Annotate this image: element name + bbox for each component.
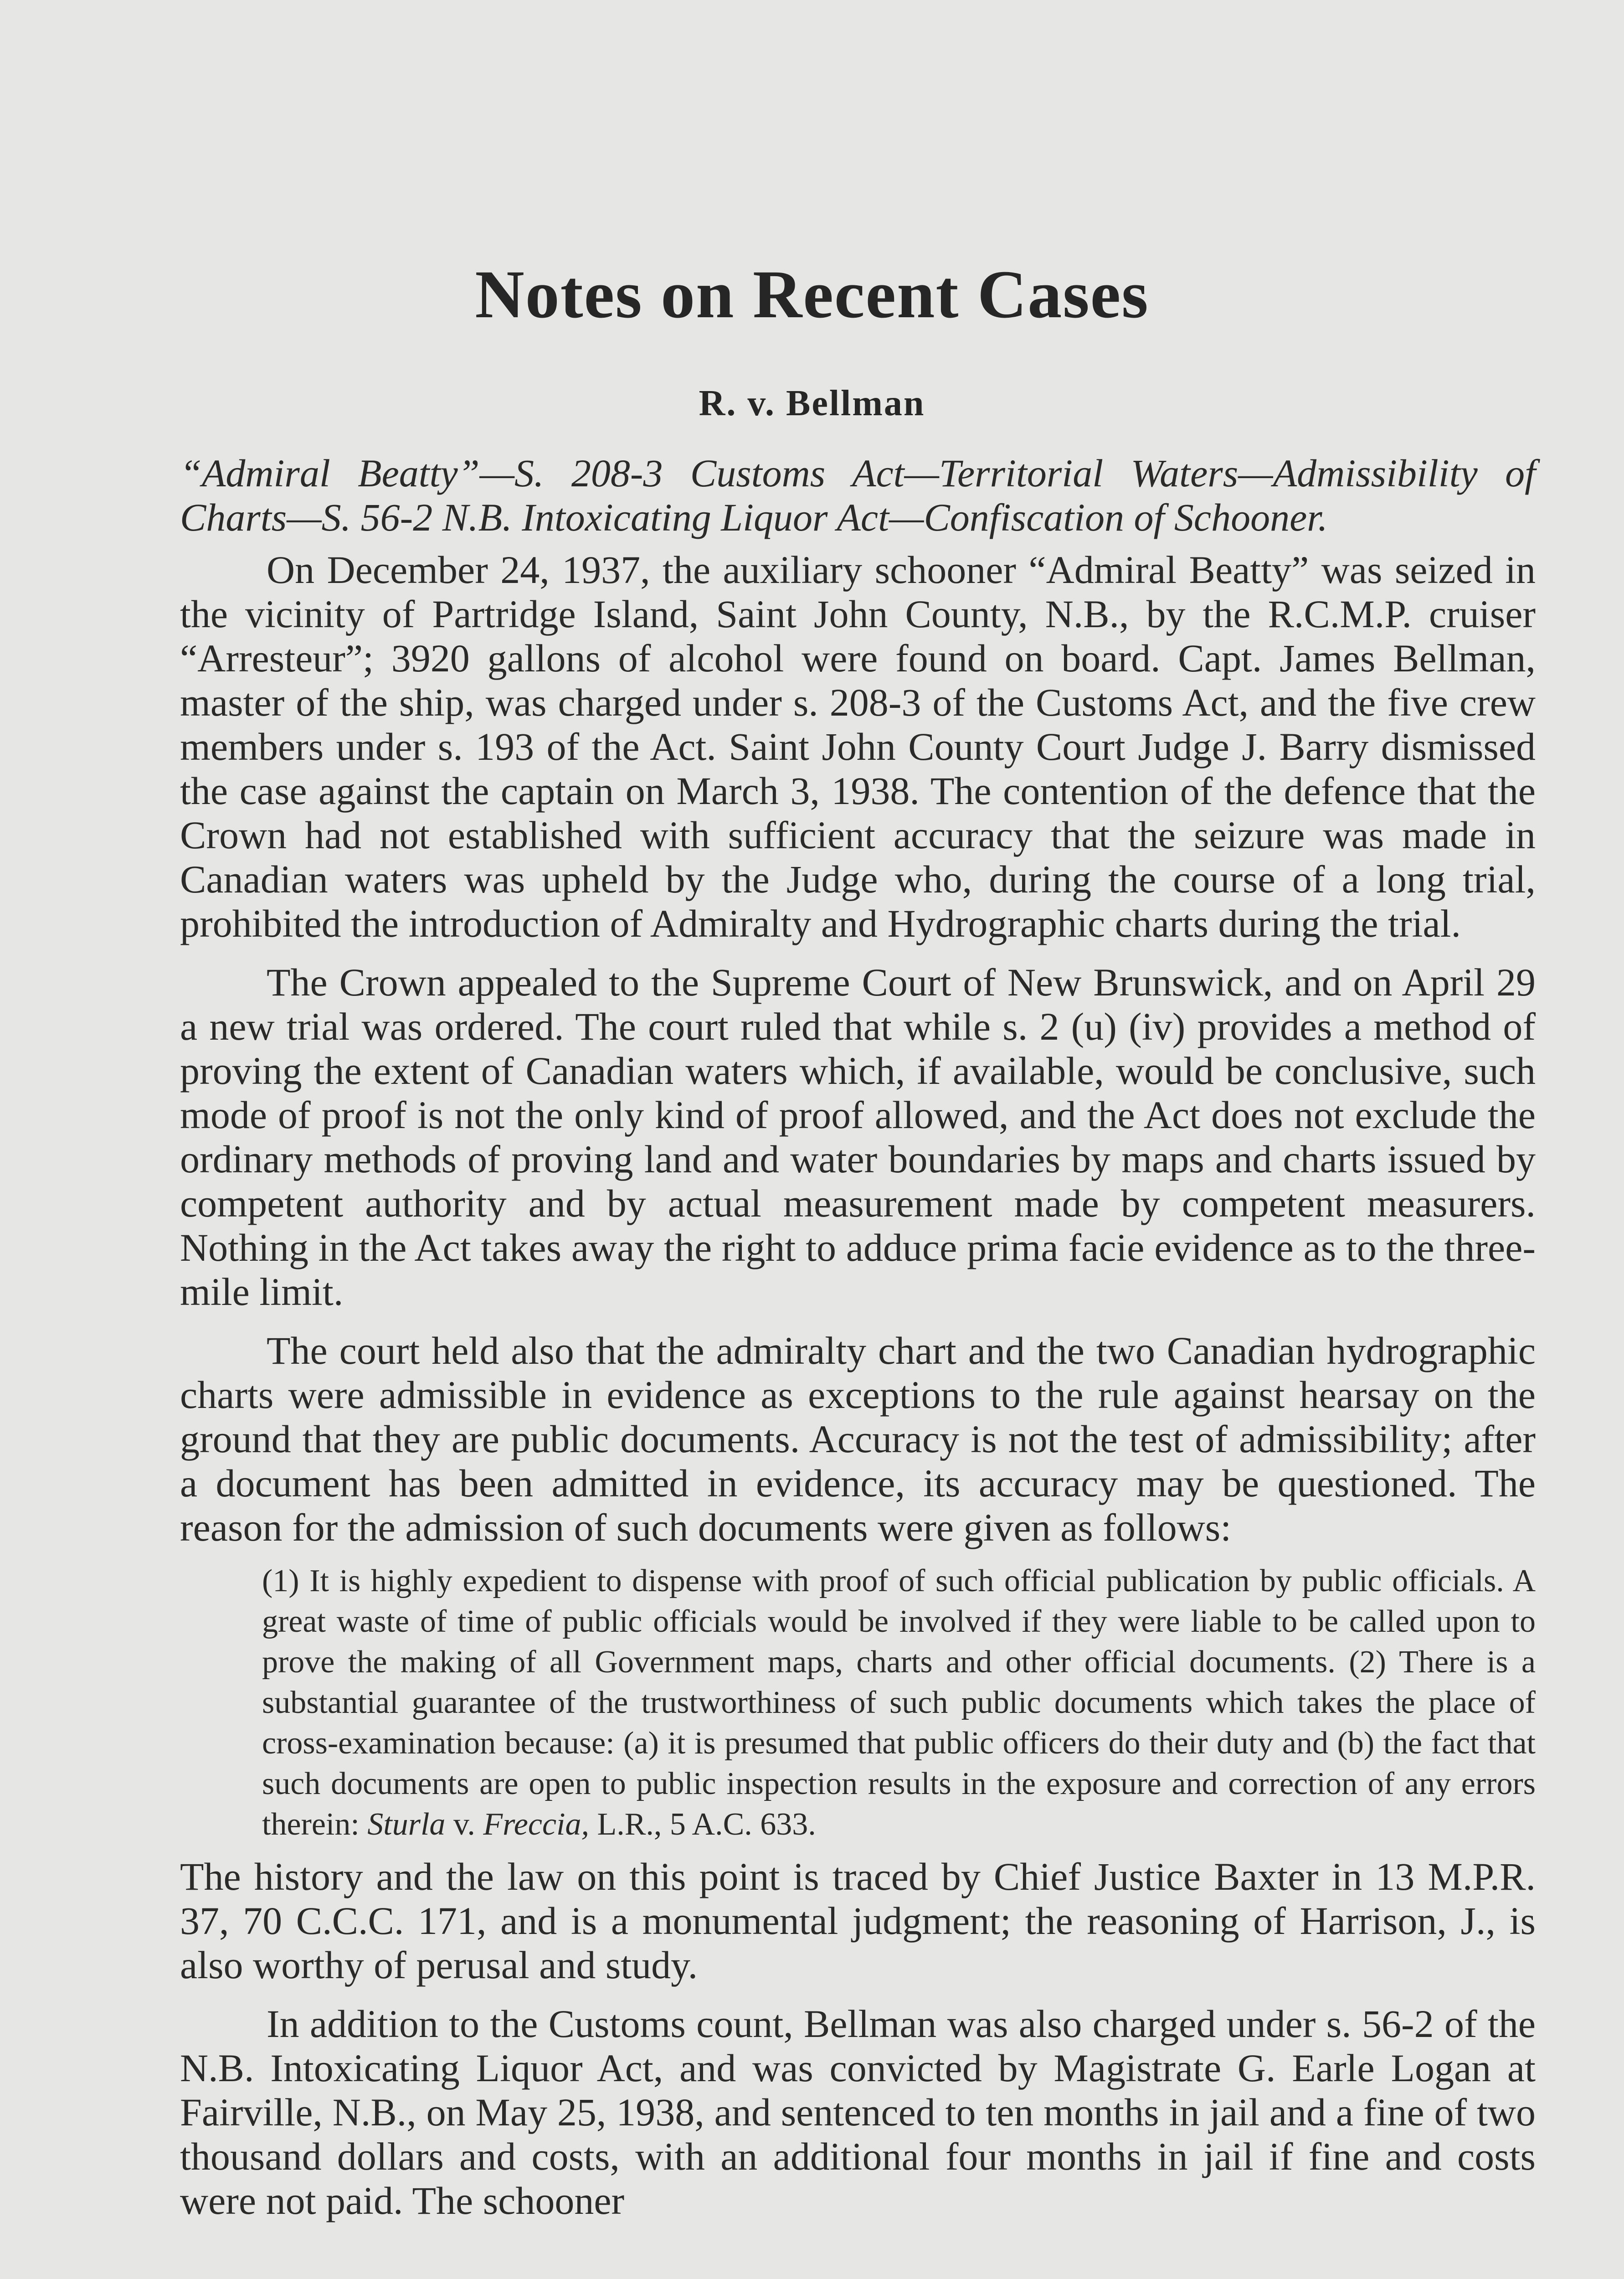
quote-case-v: v. <box>445 1807 483 1842</box>
page-title: Notes on Recent Cases <box>475 257 1149 332</box>
quote-case-party-2: Freccia, <box>483 1807 589 1842</box>
case-subhead: “Admiral Beatty”—S. 208-3 Customs Act—Territorial Waters—Admissibility of Charts—S. 56-2 N.B. Intoxicating Liquor Act—Confiscation of Schooner. <box>180 451 1536 539</box>
case-name: R. v. Bellman <box>699 383 925 423</box>
article-body <box>180 451 1536 2238</box>
paragraph-2: The Crown appealed to the Supreme Court of New Brunswick, and on April 29 a new trial was ordered. The court ruled that while s. 2 (u) (iv) provides a method of proving the extent of Canadian waters which, if available, would be conclusive, such mode of proof is not the only kind of proof allowed, and the Act does not exclude the ordinary methods of proving land and water boundaries by maps and charts issued by competent authority and by actual measurement made by competent measurers. Nothing in the Act takes away the right to adduce prima facie evidence as to the three-mile limit. <box>180 960 1536 1314</box>
block-quote <box>262 1561 1536 1845</box>
quote-text: (1) It is highly expedient to dispense with proof of such official publication by public officials. A great waste of time of public officials would be involved if they were liable to be called upon to prove the making of all Government maps, charts and other official documents. (2) There is a substantial guarantee of the trustworthiness of such public documents which takes the place of cross-examination because: (a) it is presumed that public officers do their duty and (b) the fact that such documents are open to public inspection results in the exposure and correction of any errors therein: <box>262 1563 1536 1842</box>
final-paragraph: In addition to the Customs count, Bellman was also charged under s. 56-2 of the N.B. Intoxicating Liquor Act, and was convicted by Magistrate G. Earle Logan at Fairville, N.B., on May 25, 1938, and sentenced to ten months in jail and a fine of two thousand dollars and costs, with an additional four months in jail if fine and costs were not paid. The schooner <box>180 2002 1536 2222</box>
quote-case-party-1: Sturla <box>367 1807 446 1842</box>
after-quote-paragraph: The history and the law on this point is traced by Chief Justice Baxter in 13 M.P.R. 37, 70 C.C.C. 171, and is a monumental judgment; the reasoning of Harrison, J., is also worthy of perusal and study. <box>180 1855 1536 1987</box>
quote-citation: L.R., 5 A.C. 633. <box>589 1807 816 1842</box>
paragraph-3: The court held also that the admiralty chart and the two Canadian hydrographic charts were admissible in evidence as exceptions to the rule against hearsay on the ground that they are public documents. Accuracy is not the test of admissibility; after a document has been admitted in evidence, its accuracy may be questioned. The reason for the admission of such documents were given as follows: <box>180 1329 1536 1549</box>
paragraph-1: On December 24, 1937, the auxiliary schooner “Admiral Beatty” was seized in the vicinity of Partridge Island, Saint John County, N.B., by the R.C.M.P. cruiser “Arresteur”; 3920 gallons of alcohol were found on board. Capt. James Bellman, master of the ship, was charged under s. 208-3 of the Customs Act, and the five crew members under s. 193 of the Act. Saint John County Court Judge J. Barry dismissed the case against the captain on March 3, 1938. The contention of the defence that the Crown had not established with sufficient accuracy that the seizure was made in Canadian waters was upheld by the Judge who, during the course of a long trial, prohibited the introduction of Admiralty and Hydrographic charts during the trial. <box>180 548 1536 945</box>
